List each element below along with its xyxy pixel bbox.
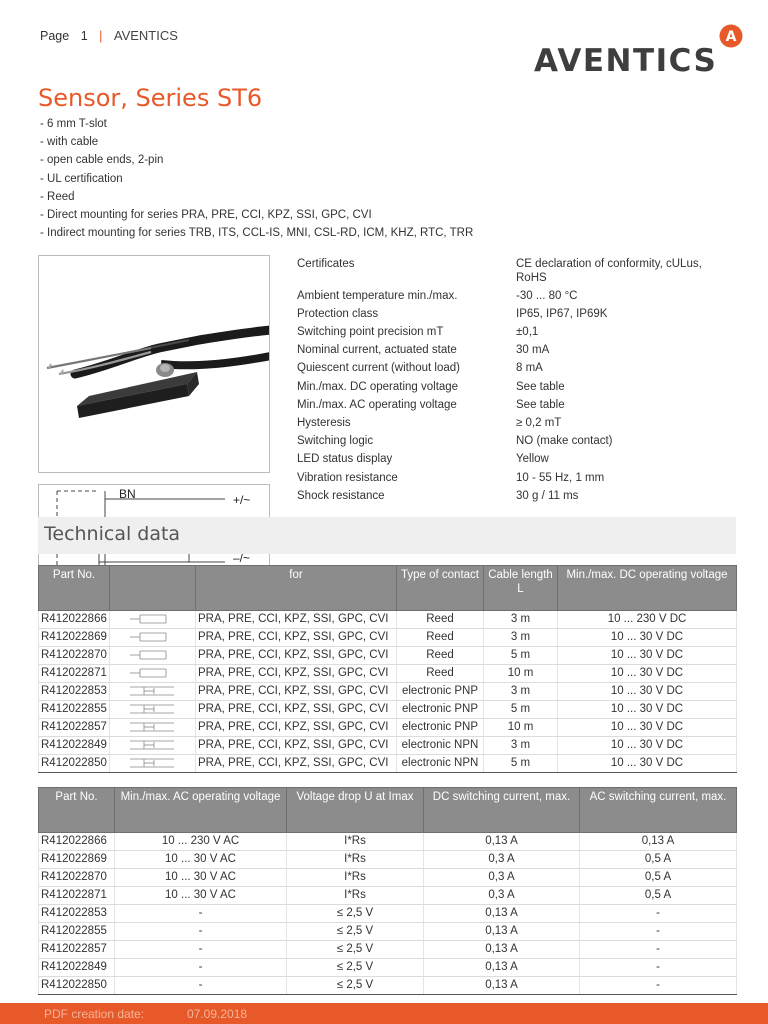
logo-mark-letter: A (725, 29, 737, 45)
spec-key: Ambient temperature min./max. (297, 289, 458, 302)
table-row (39, 905, 737, 923)
spec-row (297, 417, 737, 431)
circuit-symbol-cell (110, 665, 196, 683)
spec-key: Vibration resistance (297, 471, 398, 484)
spec-value: ≥ 0,2 mT (516, 417, 562, 429)
wire-label-bn: BN (119, 487, 136, 501)
cable-length: 3 m (484, 611, 558, 629)
table-row (39, 755, 737, 773)
circuit-symbol-icon (126, 756, 180, 770)
dc-switching-current: 0,3 A (424, 869, 580, 887)
feature-item: - Direct mounting for series PRA, PRE, CCI, KPZ, SSI, GPC, CVI (40, 208, 372, 221)
ac-voltage: - (115, 923, 287, 941)
spec-value: ±0,1 (516, 326, 539, 339)
col-diagram (110, 566, 196, 611)
circuit-symbol-cell (110, 611, 196, 629)
feature-item: - UL certification (40, 172, 123, 185)
dc-voltage: 10 ... 30 V DC (558, 737, 737, 755)
voltage-drop: ≤ 2,5 V (287, 959, 424, 977)
col-ac-switching-current: AC switching current, max. (580, 788, 737, 833)
circuit-symbol-icon (126, 630, 180, 644)
part-number: R412022857 (39, 719, 110, 737)
col-ac-voltage: Min./max. AC operating voltage (115, 788, 287, 833)
circuit-symbol-icon (126, 666, 180, 680)
cable-length: 3 m (484, 737, 558, 755)
spec-row (297, 326, 737, 340)
dc-switching-current: 0,13 A (424, 923, 580, 941)
dc-voltage: 10 ... 30 V DC (558, 683, 737, 701)
dc-switching-current: 0,13 A (424, 833, 580, 851)
spec-value: 30 mA (516, 344, 550, 357)
type-of-contact: electronic PNP (397, 701, 484, 719)
voltage-drop: ≤ 2,5 V (287, 923, 424, 941)
part-number: R412022871 (39, 887, 115, 905)
cable-length-label: Cable length (488, 569, 553, 581)
voltage-drop: ≤ 2,5 V (287, 941, 424, 959)
ac-switching-current: - (580, 923, 737, 941)
compatible-series: PRA, PRE, CCI, KPZ, SSI, GPC, CVI (196, 611, 397, 629)
feature-item: - open cable ends, 2-pin (40, 154, 164, 167)
ac-voltage: - (115, 905, 287, 923)
spec-row (297, 381, 737, 395)
dc-voltage: 10 ... 30 V DC (558, 755, 737, 773)
part-number: R412022870 (39, 869, 115, 887)
circuit-symbol-cell (110, 737, 196, 755)
circuit-symbol-cell (110, 719, 196, 737)
type-of-contact: Reed (397, 647, 484, 665)
ac-voltage: 10 ... 30 V AC (115, 869, 287, 887)
part-number: R412022866 (39, 611, 110, 629)
table-row (39, 923, 737, 941)
voltage-drop: I*Rs (287, 869, 424, 887)
spec-key: Switching logic (297, 435, 374, 448)
spec-value: See table (516, 380, 565, 393)
section-header (38, 517, 736, 554)
table-row (39, 647, 737, 665)
cable-length: 10 m (484, 719, 558, 737)
table-row (39, 611, 737, 629)
ac-voltage: - (115, 941, 287, 959)
table-row (39, 941, 737, 959)
compatible-series: PRA, PRE, CCI, KPZ, SSI, GPC, CVI (196, 629, 397, 647)
dc-voltage: 10 ... 30 V DC (558, 701, 737, 719)
type-of-contact: electronic PNP (397, 719, 484, 737)
spec-key: Quiescent current (without load) (297, 362, 460, 375)
type-of-contact: Reed (397, 611, 484, 629)
col-dc-voltage: Min./max. DC operating voltage (558, 566, 737, 611)
cable-length: 3 m (484, 683, 558, 701)
ac-switching-current: 0,13 A (580, 833, 737, 851)
table-row (39, 719, 737, 737)
ac-voltage: - (115, 959, 287, 977)
feature-item: - Reed (40, 190, 75, 203)
spec-row (297, 258, 737, 285)
spec-list (297, 258, 737, 508)
page-header (40, 28, 178, 43)
spec-row (297, 453, 737, 467)
type-of-contact: Reed (397, 629, 484, 647)
type-of-contact: electronic NPN (397, 755, 484, 773)
spec-key: Protection class (297, 307, 379, 320)
part-number: R412022869 (39, 851, 115, 869)
cable-length: 10 m (484, 665, 558, 683)
product-image (38, 255, 270, 473)
feature-item: - 6 mm T-slot (40, 118, 107, 130)
table-row (39, 683, 737, 701)
part-number: R412022849 (39, 959, 115, 977)
dc-voltage: 10 ... 30 V DC (558, 647, 737, 665)
dc-voltage: 10 ... 30 V DC (558, 665, 737, 683)
spec-value: IP65, IP67, IP69K (516, 307, 608, 320)
compatible-series: PRA, PRE, CCI, KPZ, SSI, GPC, CVI (196, 683, 397, 701)
feature-item: - Indirect mounting for series TRB, ITS, CCL-IS, MNI, CSL-RD, ICM, KHZ, RTC, TRR (40, 227, 474, 240)
circuit-symbol-cell (110, 629, 196, 647)
voltage-drop: ≤ 2,5 V (287, 905, 424, 923)
spec-key: Nominal current, actuated state (297, 344, 457, 357)
spec-value: See table (516, 398, 565, 411)
part-number: R412022853 (39, 683, 110, 701)
voltage-drop: I*Rs (287, 851, 424, 869)
table-row (39, 833, 737, 851)
type-of-contact: electronic NPN (397, 737, 484, 755)
voltage-drop: ≤ 2,5 V (287, 977, 424, 995)
col-part-no: Part No. (39, 566, 110, 611)
spec-key: Min./max. DC operating voltage (297, 380, 459, 393)
voltage-drop: I*Rs (287, 887, 424, 905)
voltage-drop: I*Rs (287, 833, 424, 851)
section-title: Technical data (44, 523, 181, 545)
dc-switching-current: 0,3 A (424, 887, 580, 905)
cable-length-unit: L (517, 582, 524, 595)
part-number: R412022850 (39, 977, 115, 995)
logo-text: AVENTICS (534, 43, 718, 79)
cable-length: 3 m (484, 629, 558, 647)
technical-data-table (38, 565, 737, 773)
wire-label-plus: +/~ (233, 493, 251, 507)
spec-value: 10 - 55 Hz, 1 mm (516, 471, 605, 484)
ac-voltage: - (115, 977, 287, 995)
circuit-symbol-cell (110, 683, 196, 701)
compatible-series: PRA, PRE, CCI, KPZ, SSI, GPC, CVI (196, 755, 397, 773)
spec-row (297, 490, 737, 504)
table-row (39, 869, 737, 887)
ac-switching-current: 0,5 A (580, 869, 737, 887)
footer-bar (0, 1003, 768, 1024)
compatible-series: PRA, PRE, CCI, KPZ, SSI, GPC, CVI (196, 737, 397, 755)
cable-length: 5 m (484, 647, 558, 665)
ac-voltage: 10 ... 30 V AC (115, 887, 287, 905)
page-label: Page (40, 29, 70, 43)
part-number: R412022871 (39, 665, 110, 683)
dc-voltage: 10 ... 30 V DC (558, 629, 737, 647)
circuit-symbol-icon (126, 648, 180, 662)
page-title: Sensor, Series ST6 (38, 84, 263, 112)
table-row (39, 959, 737, 977)
spec-row (297, 362, 737, 376)
spec-value: Yellow (516, 453, 549, 466)
table-row (39, 629, 737, 647)
part-number: R412022866 (39, 833, 115, 851)
footer-label: PDF creation date: (44, 1007, 145, 1021)
spec-row (297, 472, 737, 486)
type-of-contact: Reed (397, 665, 484, 683)
sensor-illustration (39, 256, 269, 472)
feature-list (40, 115, 473, 242)
col-for: for (196, 566, 397, 611)
col-cable-length (484, 566, 558, 611)
col-voltage-drop: Voltage drop U at Imax (287, 788, 424, 833)
table-row (39, 851, 737, 869)
col-type-of-contact: Type of contact (397, 566, 484, 611)
spec-key: Min./max. AC operating voltage (297, 398, 457, 411)
compatible-series: PRA, PRE, CCI, KPZ, SSI, GPC, CVI (196, 719, 397, 737)
aventics-logo (534, 24, 746, 80)
spec-row (297, 308, 737, 322)
table-row (39, 977, 737, 995)
dc-switching-current: 0,13 A (424, 977, 580, 995)
table-row (39, 665, 737, 683)
cable-length: 5 m (484, 701, 558, 719)
circuit-symbol-cell (110, 701, 196, 719)
spec-row (297, 399, 737, 413)
dc-voltage: 10 ... 30 V DC (558, 719, 737, 737)
part-number: R412022855 (39, 923, 115, 941)
dc-switching-current: 0,13 A (424, 959, 580, 977)
logo-mark-icon (719, 24, 743, 48)
ac-switching-current: 0,5 A (580, 887, 737, 905)
spec-value: 30 g / 11 ms (516, 489, 579, 502)
circuit-symbol-icon (126, 738, 180, 752)
spec-key: Hysteresis (297, 417, 351, 429)
spec-row (297, 290, 737, 304)
ac-voltage: 10 ... 230 V AC (115, 833, 287, 851)
circuit-symbol-icon (126, 612, 180, 626)
part-number: R412022857 (39, 941, 115, 959)
part-number: R412022869 (39, 629, 110, 647)
table-row (39, 701, 737, 719)
part-number: R412022850 (39, 755, 110, 773)
dc-switching-current: 0,3 A (424, 851, 580, 869)
ac-switching-current: - (580, 905, 737, 923)
cable-length: 5 m (484, 755, 558, 773)
compatible-series: PRA, PRE, CCI, KPZ, SSI, GPC, CVI (196, 665, 397, 683)
spec-row (297, 435, 737, 449)
ac-switching-current: - (580, 959, 737, 977)
circuit-symbol-icon (126, 702, 180, 716)
footer-date: 07.09.2018 (187, 1007, 248, 1021)
spec-value: -30 ... 80 °C (516, 289, 578, 302)
dc-switching-current: 0,13 A (424, 905, 580, 923)
type-of-contact: electronic PNP (397, 683, 484, 701)
table-row (39, 887, 737, 905)
part-number: R412022853 (39, 905, 115, 923)
wire-label-minus: –/~ (233, 554, 251, 565)
dc-voltage: 10 ... 230 V DC (558, 611, 737, 629)
page-number: 1 (80, 29, 88, 43)
col-dc-switching-current: DC switching current, max. (424, 788, 580, 833)
circuit-symbol-icon (126, 684, 180, 698)
header-brand: AVENTICS (113, 28, 178, 43)
spec-row (297, 344, 737, 358)
ac-switching-current: - (580, 941, 737, 959)
spec-key: Certificates (297, 258, 355, 270)
part-number: R412022849 (39, 737, 110, 755)
header-separator: | (99, 29, 103, 43)
spec-key: Shock resistance (297, 489, 385, 502)
spec-value: CE declaration of conformity, cULus, RoHS (516, 258, 702, 284)
circuit-symbol-icon (126, 720, 180, 734)
ac-voltage: 10 ... 30 V AC (115, 851, 287, 869)
spec-value: 8 mA (516, 362, 543, 375)
col-part-no: Part No. (39, 788, 115, 833)
dc-switching-current: 0,13 A (424, 941, 580, 959)
ac-switching-current: - (580, 977, 737, 995)
circuit-symbol-cell (110, 647, 196, 665)
compatible-series: PRA, PRE, CCI, KPZ, SSI, GPC, CVI (196, 647, 397, 665)
part-number: R412022855 (39, 701, 110, 719)
compatible-series: PRA, PRE, CCI, KPZ, SSI, GPC, CVI (196, 701, 397, 719)
spec-value: NO (make contact) (516, 435, 613, 448)
feature-item: - with cable (40, 136, 99, 149)
ac-switching-current: 0,5 A (580, 851, 737, 869)
spec-key: LED status display (297, 453, 393, 466)
part-number: R412022870 (39, 647, 110, 665)
switching-data-table (38, 787, 737, 995)
spec-key: Switching point precision mT (297, 326, 444, 339)
circuit-symbol-cell (110, 755, 196, 773)
table-row (39, 737, 737, 755)
